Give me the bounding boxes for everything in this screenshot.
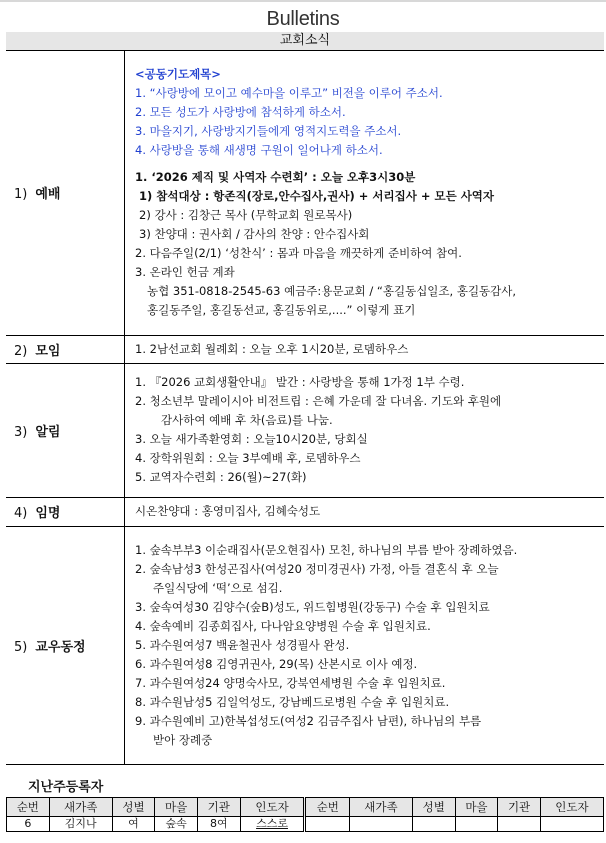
appointment-item: 시온찬양대 : 홍영미집사, 김혜숙성도: [135, 504, 321, 518]
news-content: [125, 526, 605, 764]
category-worship: 1) 예배: [6, 51, 125, 335]
cell-guide: 스스로: [240, 817, 305, 832]
cell-name: 김지나: [49, 817, 112, 832]
news-item: 6. 과수원여성8 김영귀권사, 29(목) 산본시로 이사 예정.: [135, 656, 418, 671]
category-meeting: 2) 모임: [6, 335, 125, 363]
prayer-item: 4. 사랑방을 통해 새생명 구원이 일어나게 하소서.: [135, 143, 383, 158]
notice-item: 4. 장학위원회 : 오늘 3부예배 후, 로뎀하우스: [135, 451, 361, 465]
col-header: 기관: [498, 798, 541, 817]
news-item: 2. 숲속남성3 한성곤집사(여성20 정미경권사) 가정, 아들 결혼식 후 오늘: [135, 561, 499, 576]
col-header: 인도자: [540, 798, 603, 817]
worship-item: 1. ‘2026 제직 및 사역자 수련회’ : 오늘 오후3시30분: [135, 170, 416, 185]
worship-subitem: 1) 참석대상 : 항존직(장로,안수집사,권사) + 서리집사 + 모든 사역자: [139, 189, 495, 204]
row-notice: [6, 363, 604, 497]
account-info: 농협 351-0818-2545-63 예금주:용문교회 / “홍길동십일조, 홍길동감사,: [147, 284, 517, 299]
col-header: 새가족: [49, 798, 112, 817]
worship-item: 3. 온라인 헌금 계좌: [135, 265, 235, 280]
notice-item: 5. 교역자수련회 : 26(월)~27(화): [135, 470, 307, 484]
bulletin-table: [6, 51, 604, 765]
news-item: 7. 과수원여성24 양명숙사모, 강북연세병원 수술 후 입원치료.: [135, 675, 446, 690]
category-label: 임명: [35, 506, 61, 521]
meeting-item: 1. 2남선교회 월례회 : 오늘 오후 1시20분, 로뎀하우스: [135, 341, 409, 356]
cell-name: [349, 817, 412, 832]
account-info: 홍길동주일, 홍길동선교, 홍길동위로,....” 이렇게 표기: [147, 303, 416, 318]
col-header: 마을: [155, 798, 198, 817]
meeting-content: [125, 335, 605, 363]
row-news: [6, 526, 604, 764]
notice-item-continued: 감사하여 예배 후 차(음료)를 나눔.: [161, 413, 333, 427]
col-header: 성별: [412, 798, 455, 817]
cell-number: [305, 817, 349, 832]
worship-subitem: 2) 강사 : 김창근 목사 (무학교회 원로목사): [139, 208, 353, 223]
col-header: 인도자: [240, 798, 305, 817]
appointment-content: [125, 497, 605, 526]
prayer-item: 3. 마을지기, 사랑방지기들에게 영적지도력을 주소서.: [135, 124, 402, 139]
worship-item: 2. 다음주일(2/1) ‘성찬식’ : 몸과 마음을 깨끗하게 준비하여 참여.: [135, 246, 462, 261]
category-label: 교우동정: [35, 639, 86, 655]
col-header: 순번: [305, 798, 349, 817]
news-item: 4. 숲속예비 김종희집사, 다나암요양병원 수술 후 입원치료.: [135, 618, 431, 633]
worship-subitem: 3) 찬양대 : 권사회 / 감사의 찬양 : 안수집사회: [139, 227, 370, 242]
news-item: 5. 과수원여성7 백윤철권사 성경필사 완성.: [135, 637, 350, 652]
cell-village: [455, 817, 498, 832]
top-divider: [0, 0, 606, 2]
table-row: [7, 817, 604, 832]
prayer-item: 2. 모든 성도가 사랑방에 참석하게 하소서.: [135, 105, 346, 120]
news-item-continued: 주일식당에 ‘떡’으로 섬김.: [153, 580, 283, 595]
news-item: 9. 과수원예비 고)한복섭성도(여성2 김금주집사 남편), 하나님의 부름: [135, 713, 482, 728]
category-label: 알림: [35, 424, 61, 440]
cell-village: 숲속: [155, 817, 198, 832]
registrants-header-row: [7, 798, 604, 817]
prayer-item: 1. “사랑방에 모이고 예수마을 이루고” 비전을 이루어 주소서.: [135, 86, 443, 101]
notice-item: 2. 청소년부 말레이시아 비전트립 : 은혜 가운데 잘 다녀옴. 기도와 후원에: [135, 394, 502, 408]
category-news: 5) 교우동정: [6, 526, 125, 764]
news-item: 3. 숲속여성30 김양수(숲B)성도, 위드힘병원(강동구) 수술 후 입원치료: [135, 599, 490, 614]
news-item: 1. 숲속부부3 이순래집사(문오현집사) 모친, 하나님의 부름 받아 장례하였음.: [135, 542, 518, 557]
news-item: 8. 과수원남성5 김일억성도, 강남베드로병원 수술 후 입원치료.: [135, 694, 450, 709]
category-appointment: 4) 임명: [6, 497, 125, 526]
worship-content: [125, 51, 605, 335]
col-header: 성별: [112, 798, 155, 817]
section-header-church-news: 교회소식: [6, 32, 604, 51]
cell-group: 8여: [197, 817, 240, 832]
page-title: Bulletins: [266, 8, 340, 30]
category-notice: 3) 알림: [6, 363, 125, 497]
registrants-title: 지난주등록자: [28, 780, 104, 795]
cell-gender: 여: [112, 817, 155, 832]
row-meeting: [6, 335, 604, 363]
row-worship: [6, 51, 604, 335]
cell-number: 6: [7, 817, 50, 832]
category-label: 모임: [35, 343, 61, 359]
col-header: 마을: [455, 798, 498, 817]
news-item-continued: 받아 장례중: [153, 732, 213, 747]
col-header: 순번: [7, 798, 50, 817]
cell-guide: [540, 817, 603, 832]
cell-gender: [412, 817, 455, 832]
notice-item: 1. 『2026 교회생활안내』 발간 : 사랑방을 통해 1가정 1부 수령.: [135, 375, 465, 389]
registrants-table: [6, 797, 604, 832]
notice-content: [125, 363, 605, 497]
category-label: 예배: [35, 187, 61, 203]
col-header: 새가족: [349, 798, 412, 817]
cell-group: [498, 817, 541, 832]
col-header: 기관: [197, 798, 240, 817]
row-appointment: [6, 497, 604, 526]
notice-item: 3. 오늘 새가족환영회 : 오늘10시20분, 당회실: [135, 432, 368, 446]
prayer-title: <공동기도제목>: [135, 67, 221, 82]
